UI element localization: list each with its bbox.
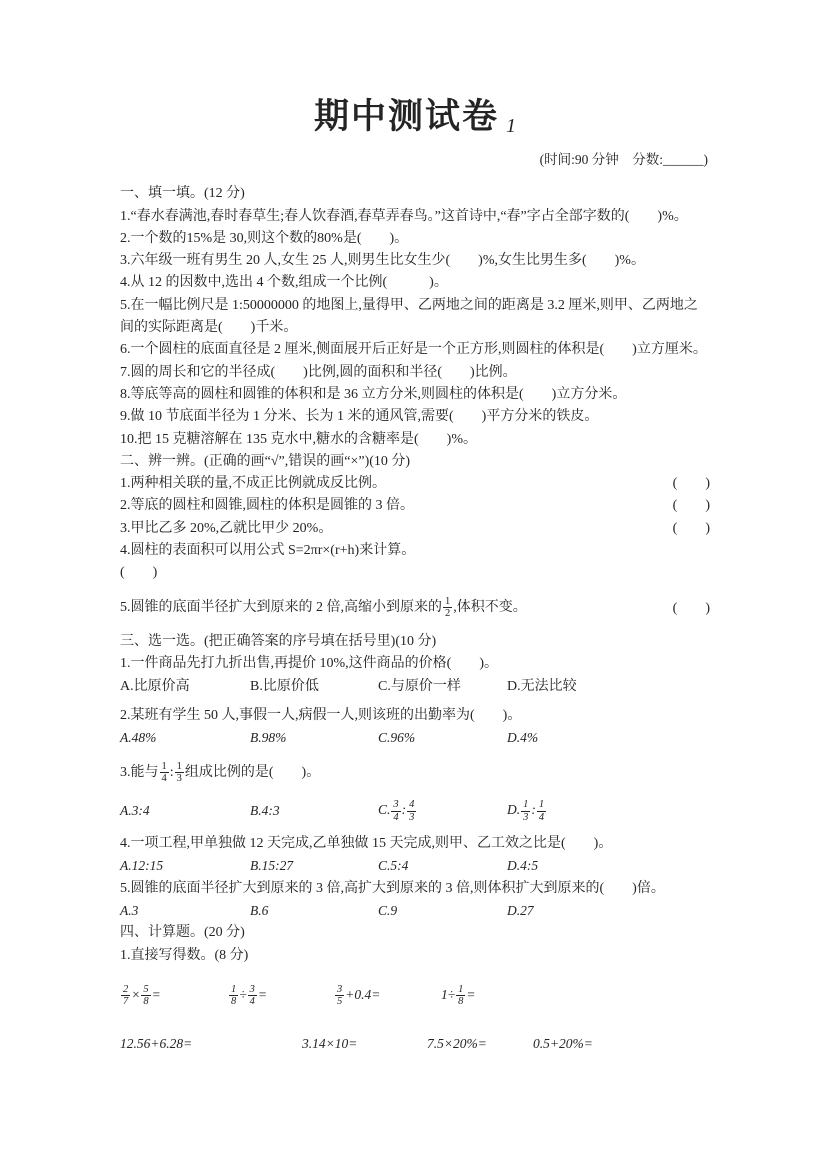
fraction-numerator: 5 [143, 983, 149, 995]
fraction [175, 761, 184, 786]
fill-item-7: 7.圆的周长和它的半径成( )比例,圆的面积和半径( )比例。 [120, 364, 517, 380]
answer-bracket: ( ) [672, 476, 710, 492]
fraction [248, 984, 257, 1009]
judge-item-5 [120, 596, 710, 621]
fraction [443, 596, 452, 621]
judge-item-4: 4.圆柱的表面积可以用公式 S=2πr×(r+h)来计算。 [120, 543, 416, 559]
fraction-numerator: 2 [123, 983, 129, 995]
calc-expression-1 [120, 984, 228, 1009]
option-a: A.3 [120, 903, 139, 919]
fraction-numerator: 1 [161, 760, 167, 772]
fill-item-2: 2.一个数的15%是 30,则这个数的80%是( )。 [120, 230, 409, 246]
fraction-numerator: 3 [337, 983, 343, 995]
fraction [521, 799, 530, 824]
option-c: C.9 [378, 903, 398, 919]
judge-item-1 [120, 473, 710, 495]
fraction-numerator: 1 [231, 983, 237, 995]
choice-q5-options [120, 900, 710, 922]
judge-text: 2.等底的圆柱和圆锥,圆柱的体积是圆锥的 3 倍。 [120, 498, 414, 514]
exam-meta: (时间:90 分钟 分数:______) [539, 152, 708, 167]
calc-expression-5: 12.56+6.28= [120, 1035, 193, 1051]
equals-sign: = [371, 986, 381, 1002]
section1-heading: 一、填一填。(12 分) [120, 186, 245, 202]
option-a: A.12:15 [120, 858, 164, 874]
option-d: D.27 [507, 903, 534, 919]
calc-expression-4 [441, 984, 710, 1009]
choice-q2-stem: 2.某班有学生 50 人,事假一人,病假一人,则该班的出勤率为( )。 [120, 708, 522, 724]
equals-sign: = [151, 986, 161, 1002]
option-c: C.与原价一样 [378, 678, 461, 694]
option-d: D.4% [507, 730, 539, 746]
option-a: A.48% [120, 730, 157, 746]
fraction-denominator: 3 [523, 811, 529, 823]
choice-q1-options [120, 676, 710, 698]
option-b: B.比原价低 [250, 678, 319, 694]
fraction-denominator: 7 [123, 996, 129, 1008]
ratio-colon: : [169, 764, 174, 780]
operand: 1 [441, 986, 448, 1002]
fraction-denominator: 4 [393, 811, 399, 823]
ratio-colon: : [401, 801, 407, 817]
fraction-denominator: 8 [143, 996, 149, 1008]
option-d [507, 799, 710, 824]
fraction [229, 984, 238, 1009]
fill-item-1: 1.“春水春满池,春时春草生;春人饮春酒,春草弄春鸟。”这首诗中,“春”字占全部字数的( )%。 [120, 208, 688, 224]
choice-q4-stem: 4.一项工程,甲单独做 12 天完成,乙单独做 15 天完成,则甲、乙工效之比是( )。 [120, 836, 613, 852]
fraction [537, 799, 546, 824]
equals-sign: = [257, 986, 268, 1002]
fraction-numerator: 1 [538, 798, 545, 810]
section2-heading: 二、辨一辨。(正确的画“√”,错误的画“×”)(10 分) [120, 453, 411, 469]
title-text: 期中测试卷 [313, 97, 499, 136]
calc-expression-2 [228, 984, 334, 1009]
fraction-denominator: 2 [445, 608, 451, 620]
page-title [120, 95, 710, 139]
fraction [160, 761, 169, 786]
option-c: C.5:4 [378, 858, 409, 874]
judge-text: 1.两种相关联的量,不成正比例就成反比例。 [120, 476, 386, 492]
choice-q5-stem: 5.圆锥的底面半径扩大到原来的 3 倍,高扩大到原来的 3 倍,则体积扩大到原来的( )倍。 [120, 880, 665, 896]
fraction-denominator: 8 [231, 996, 237, 1008]
fill-item-3: 3.六年级一班有男生 20 人,女生 25 人,则男生比女生少( )%,女生比男生多( )%。 [120, 253, 645, 269]
fraction-numerator: 1 [523, 798, 529, 810]
fraction-numerator: 1 [458, 983, 464, 995]
option-b: B.4:3 [250, 802, 280, 818]
choice-q3-stem [120, 761, 710, 786]
calc-expression-3 [334, 984, 441, 1009]
fraction-numerator: 3 [249, 983, 255, 995]
option-c [378, 799, 507, 824]
calc-expression-8: 0.5+20%= [533, 1035, 593, 1051]
fill-item-10: 10.把 15 克糖溶解在 135 克水中,糖水的含糖率是( )%。 [120, 431, 477, 447]
answer-bracket: ( ) [672, 520, 710, 536]
fraction-numerator: 1 [445, 595, 451, 607]
calc-row-fractions [120, 973, 710, 1019]
option-c-label: C. [378, 801, 391, 817]
answer-bracket: ( ) [672, 498, 710, 514]
section3-heading: 三、选一选。(把正确答案的序号填在括号里)(10 分) [120, 634, 437, 650]
fill-item-6: 6.一个圆柱的底面直径是 2 厘米,侧面展开后正好是一个正方形,则圆柱的体积是( )立方厘米。 [120, 342, 707, 358]
q3-stem-post: 组成比例的是( )。 [184, 764, 321, 780]
fraction [141, 984, 150, 1009]
judge-item-2 [120, 495, 710, 517]
option-d: D.无法比较 [507, 678, 577, 694]
fraction [407, 799, 416, 824]
section4-subheading: 1.直接写得数。(8 分) [120, 947, 249, 963]
operator: ÷ [239, 986, 247, 1002]
fraction-denominator: 4 [538, 811, 545, 823]
option-d: D.4:5 [507, 858, 539, 874]
fraction-denominator: 3 [176, 773, 182, 785]
option-a: A.比原价高 [120, 678, 190, 694]
option-b: B.98% [250, 730, 287, 746]
choice-q3-options [120, 796, 710, 826]
operator: × [131, 986, 141, 1002]
fraction [391, 799, 400, 824]
judge-text-post: ,体积不变。 [453, 599, 527, 615]
fill-item-4: 4.从 12 的因数中,选出 4 个数,组成一个比例( )。 [120, 275, 448, 291]
fraction [121, 984, 130, 1009]
fraction-denominator: 4 [249, 996, 255, 1008]
calc-row-decimals [120, 1033, 710, 1055]
choice-q2-options [120, 727, 710, 749]
fraction-denominator: 8 [458, 996, 464, 1008]
fraction-numerator: 3 [393, 798, 399, 810]
fraction-denominator: 5 [337, 996, 343, 1008]
fraction-denominator: 4 [161, 773, 167, 785]
ratio-colon: : [531, 801, 536, 817]
fill-item-8: 8.等底等高的圆柱和圆锥的体积和是 36 立方分米,则圆柱的体积是( )立方分米。 [120, 386, 627, 402]
q3-stem-pre: 3.能与 [120, 764, 159, 780]
calc-expression-6: 3.14×10= [302, 1035, 358, 1051]
judge-text-pre: 5.圆锥的底面半径扩大到原来的 2 倍,高缩小到原来的 [120, 599, 442, 615]
equals-sign: = [466, 986, 476, 1002]
answer-bracket: ( ) [672, 600, 710, 616]
judge-text [120, 596, 527, 621]
fraction-denominator: 3 [409, 811, 415, 823]
section4-heading: 四、计算题。(20 分) [120, 925, 245, 941]
calc-expression-7: 7.5×20%= [427, 1035, 487, 1051]
option-d-label: D. [507, 801, 521, 817]
fraction [456, 984, 465, 1009]
fraction [335, 984, 344, 1009]
fraction-numerator: 1 [176, 760, 182, 772]
choice-q1-stem: 1.一件商品先打九折出售,再提价 10%,这件商品的价格( )。 [120, 656, 498, 672]
operator: + [345, 986, 355, 1002]
title-number: 1 [506, 115, 516, 137]
choice-q4-options [120, 855, 710, 877]
option-b: B.15:27 [250, 858, 294, 874]
option-b: B.6 [250, 903, 269, 919]
judge-item-3 [120, 518, 710, 540]
judge-text: 3.甲比乙多 20%,乙就比甲少 20%。 [120, 520, 333, 536]
judge-item-4-bracket: ( ) [120, 565, 158, 581]
operator: ÷ [447, 986, 456, 1002]
fill-item-5: 5.在一幅比例尺是 1:50000000 的地图上,量得甲、乙两地之间的距离是 3.2 厘米,则甲、乙两地之间的实际距离是( )千米。 [120, 297, 698, 336]
operand: 0.4 [354, 986, 372, 1002]
fraction-numerator: 4 [409, 798, 415, 810]
option-a: A.3:4 [120, 802, 150, 818]
option-c: C.96% [378, 730, 416, 746]
fill-item-9: 9.做 10 节底面半径为 1 分米、长为 1 米的通风管,需要( )平方分米的铁皮。 [120, 409, 599, 425]
